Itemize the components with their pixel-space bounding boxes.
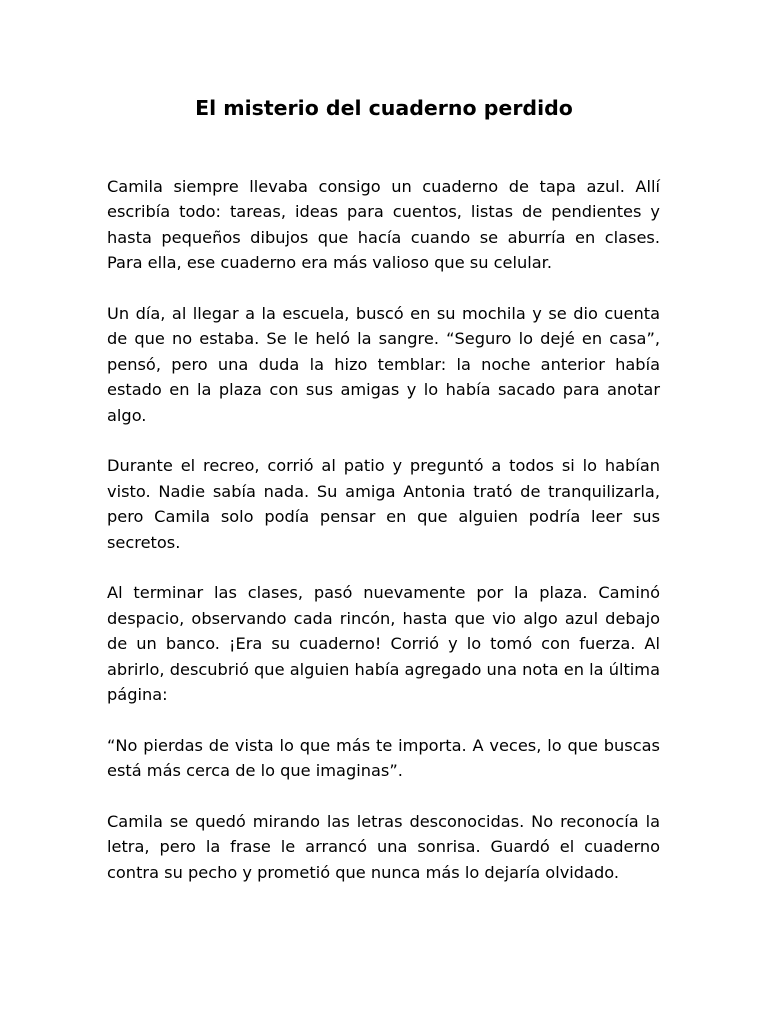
paragraph-3: Durante el recreo, corrió al patio y preguntó a todos si lo habían visto. Nadie sabía nada. Su amiga Antonia trató de tranquilizarla, pero Camila solo podía pensar en que alguien podría leer sus secretos. xyxy=(107,456,660,552)
paragraph-1: Camila siempre llevaba consigo un cuaderno de tapa azul. Allí escribía todo: tareas, ideas para cuentos, listas de pendientes y hasta pequeños dibujos que hacía cuando se aburría en clases. Para ella, ese cuaderno era más valioso que su celular. xyxy=(107,177,660,273)
paragraph-5-quote: “No pierdas de vista lo que más te importa. A veces, lo que buscas está más cerca de lo que imaginas”. xyxy=(107,735,660,781)
paragraph-6: Camila se quedó mirando las letras desconocidas. No reconocía la letra, pero la frase le arrancó una sonrisa. Guardó el cuaderno contra su pecho y prometió que nunca más lo dejaría olvidado. xyxy=(107,812,660,882)
document-body xyxy=(107,174,660,911)
paragraph-2: Un día, al llegar a la escuela, buscó en su mochila y se dio cuenta de que no estaba. Se le heló la sangre. “Seguro lo dejé en casa”, pensó, pero una duda la hizo temblar: la noche anterior había estado en la plaza con sus amigas y lo había sacado para anotar algo. xyxy=(107,304,660,425)
paragraph-4: Al terminar las clases, pasó nuevamente por la plaza. Caminó despacio, observando cada rincón, hasta que vio algo azul debajo de un banco. ¡Era su cuaderno! Corrió y lo tomó con fuerza. Al abrirlo, descubrió que alguien había agregado una nota en la última página: xyxy=(107,583,660,705)
document-title: El misterio del cuaderno perdido xyxy=(195,96,573,120)
